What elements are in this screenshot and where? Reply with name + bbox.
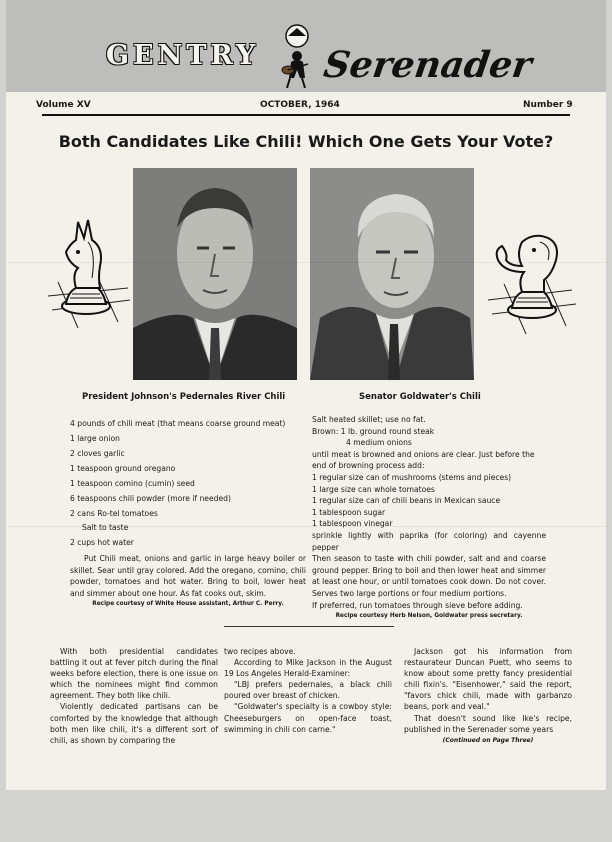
recipe-line: until meat is browned and onions are clear. Just before the end of browning process add:	[312, 449, 535, 471]
goldwater-recipe-title: Senator Goldwater's Chili	[359, 392, 481, 402]
issue-date: OCTOBER, 1964	[260, 100, 340, 110]
story-column-3	[404, 646, 572, 746]
elephant-chess-piece-icon	[482, 224, 582, 344]
recipe-line: Then season to taste with chili powder, salt and and coarse ground pepper. Bring to boil and then lower heat and simmer at least one hour, or until tomatoes cook down. Do not cover. Serves two large portions or four medium portions.	[312, 554, 546, 598]
recipe-line: 1 tablespoon sugar	[312, 507, 386, 517]
story-paragraph: "LBJ prefers pedernales, a black chili poured over breast of chicken.	[224, 680, 392, 701]
story-column-2	[224, 646, 392, 735]
ingredient: 1 large onion	[70, 434, 120, 443]
newsletter-page	[6, 0, 606, 790]
donkey-chess-piece-icon	[38, 218, 138, 338]
volume-label: Volume XV	[36, 100, 91, 110]
masthead-serenader: Serenader	[321, 44, 535, 86]
recipe-line: 1 regular size can of mushrooms (stems and pieces)	[312, 472, 512, 482]
ingredient: 6 teaspoons chili powder (more if needed)	[70, 494, 231, 503]
johnson-credit: Recipe courtesy of White House assistant, Arthur C. Perry.	[92, 601, 284, 608]
recipe-line: 1 regular size can of chili beans in Mexican sauce	[312, 496, 501, 506]
recipe-line: If preferred, run tomatoes through sieve before adding.	[312, 600, 523, 610]
recipe-line: sprinkle lightly with paprika (for coloring) and cayenne pepper	[312, 530, 546, 552]
goldwater-credit: Recipe courtesy Herb Nelson, Goldwater press secretary.	[335, 613, 523, 620]
story-paragraph: That doesn't sound like Ike's recipe, published in the Serenader some years	[404, 713, 572, 734]
recipe-line: 4 medium onions	[346, 438, 412, 448]
story-paragraph: Violently dedicated partisans can be comforted by the knowledge that although both men like chili, it's a different sort of chili, as shown by comparing the	[50, 702, 218, 745]
ingredient: 2 cans Ro-tel tomatoes	[70, 509, 158, 518]
goldwater-recipe	[312, 414, 546, 623]
section-divider	[224, 626, 394, 627]
ingredient: 4 pounds of chili meat (that means coarse ground meat)	[70, 419, 286, 428]
story-paragraph: "Goldwater's specialty is a cowboy style: Cheeseburgers on open-face toast, swimming in chili con carne."	[224, 702, 392, 734]
johnson-recipe	[70, 416, 306, 611]
paper-fold	[6, 262, 606, 263]
ingredient: 2 cloves garlic	[70, 449, 125, 458]
ingredient: Salt to taste	[82, 523, 129, 532]
masthead-rule	[42, 114, 570, 116]
goldwater-photo	[310, 168, 474, 380]
story-paragraph: With both presidential candidates battling it out at fever pitch during the final weeks before election, there is one issue on which the nominees might find common agreement. They both like chili.	[50, 647, 218, 701]
story-paragraph: two recipes above.	[224, 647, 296, 656]
continued-notice: (Continued on Page Three)	[442, 736, 534, 744]
masthead-gentry: GENTRY	[106, 40, 260, 71]
story-paragraph: Jackson got his information from restaurateur Duncan Puett, who seems to know about some pretty fancy presidential chili fixin's. "Eisenhower," said the report, "favors chick chili, made with garbanzo beans, pork and veal."	[404, 647, 572, 712]
johnson-recipe-title: President Johnson's Pedernales River Chili	[82, 392, 286, 402]
recipe-line: Salt heated skillet; use no fat.	[312, 415, 426, 424]
ingredient: 1 teaspoon ground oregano	[70, 464, 176, 473]
ingredient: 1 teaspoon comino (cumin) seed	[70, 479, 195, 488]
ingredient: 2 cups hot water	[70, 538, 134, 547]
story-column-1	[50, 646, 218, 746]
paper-fold	[6, 526, 606, 527]
johnson-method: Put Chili meat, onions and garlic in large heavy boiler or skillet. Sear until gray colored. Add the oregano, comino, chili powder, tomatoes and hot water. Bring to boil, lower heat and simmer about one hour. As fat cooks out, skim.	[70, 554, 306, 598]
recipe-line: Brown: 1 lb. ground round steak	[312, 426, 435, 436]
issue-number: Number 9	[523, 100, 573, 110]
story-paragraph: According to Mike Jackson in the August 19 Los Angeles Herald-Examiner:	[224, 658, 392, 679]
recipe-line: 1 tablespoon vinegar	[312, 519, 393, 529]
page-headline: Both Candidates Like Chili! Which One Gets Your Vote?	[58, 132, 554, 151]
johnson-photo	[133, 168, 297, 380]
recipe-line: 1 large size can whole tomatoes	[312, 484, 435, 494]
serenader-guitarist-logo	[274, 22, 320, 92]
masthead-banner	[6, 0, 606, 92]
